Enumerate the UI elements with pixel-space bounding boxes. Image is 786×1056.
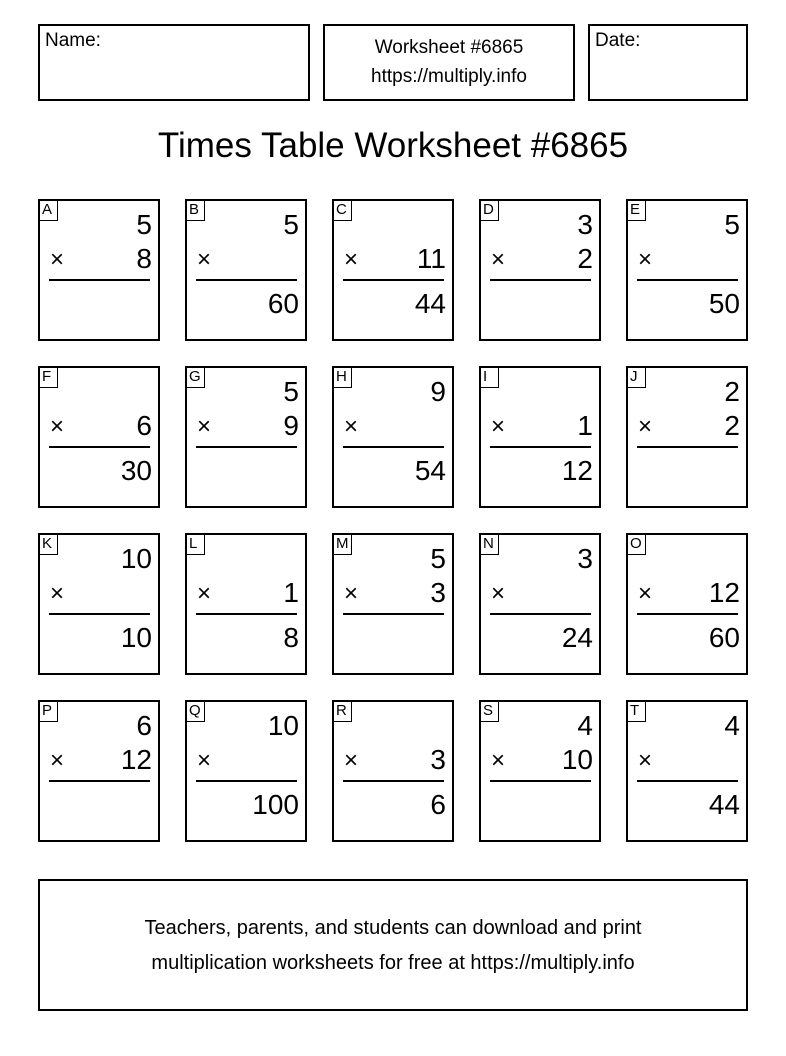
worksheet-url: https://multiply.info <box>371 66 527 87</box>
problem-card[interactable] <box>626 533 748 675</box>
problem-multiplicand: 9 <box>430 376 446 407</box>
problem-multiplier: 12 <box>120 744 152 775</box>
problem-card[interactable] <box>626 700 748 842</box>
problem-card[interactable] <box>332 533 454 675</box>
problem-card[interactable] <box>38 533 160 675</box>
answer-line <box>637 446 738 448</box>
answer-line <box>196 279 297 281</box>
answer-line <box>490 279 591 281</box>
problem-multiplier: 3 <box>430 744 446 775</box>
worksheet-number: Worksheet #6865 <box>374 37 524 58</box>
problem-letter: B <box>185 199 205 221</box>
problem-card[interactable] <box>185 533 307 675</box>
times-symbol: × <box>197 246 212 273</box>
times-symbol: × <box>491 747 506 774</box>
problem-letter: M <box>332 533 352 555</box>
problem-letter: C <box>332 199 352 221</box>
problem-multiplicand: 10 <box>120 543 152 574</box>
problem-card[interactable] <box>185 700 307 842</box>
times-symbol: × <box>491 580 506 607</box>
problem-card[interactable] <box>38 700 160 842</box>
problem-multiplier: 11 <box>416 243 446 274</box>
problem-multiplier: 10 <box>561 744 593 775</box>
problem-letter: S <box>479 700 499 722</box>
answer-line <box>49 780 150 782</box>
answer-line <box>343 613 444 615</box>
problem-multiplicand: 3 <box>577 209 593 240</box>
times-symbol: × <box>50 246 65 273</box>
problem-card[interactable] <box>185 366 307 508</box>
problem-multiplier: 6 <box>136 410 152 441</box>
times-symbol: × <box>344 747 359 774</box>
problem-letter: F <box>38 366 58 388</box>
problem-multiplier: 2 <box>577 243 593 274</box>
page-title: Times Table Worksheet #6865 <box>157 126 629 165</box>
problem-multiplicand: 3 <box>577 543 593 574</box>
answer-line <box>49 446 150 448</box>
footer-box <box>38 879 748 1011</box>
problem-multiplicand: 5 <box>136 209 152 240</box>
answer-line <box>343 446 444 448</box>
problem-multiplier: 3 <box>430 577 446 608</box>
problem-multiplier: 1 <box>577 410 593 441</box>
answer-line <box>490 780 591 782</box>
times-symbol: × <box>344 580 359 607</box>
problem-product: 24 <box>561 622 593 653</box>
answer-line <box>343 780 444 782</box>
answer-line <box>637 279 738 281</box>
answer-line <box>196 613 297 615</box>
problem-letter: D <box>479 199 499 221</box>
problem-card[interactable] <box>479 199 601 341</box>
problem-letter: G <box>185 366 205 388</box>
date-label: Date: <box>595 30 641 51</box>
date-field-box[interactable] <box>588 24 748 101</box>
answer-line <box>343 279 444 281</box>
problem-product: 44 <box>414 288 446 319</box>
problem-card[interactable] <box>332 700 454 842</box>
problem-product: 44 <box>708 789 740 820</box>
times-symbol: × <box>197 580 212 607</box>
problem-multiplicand: 5 <box>283 376 299 407</box>
times-symbol: × <box>344 246 359 273</box>
times-symbol: × <box>491 413 506 440</box>
answer-line <box>49 613 150 615</box>
problem-product: 12 <box>561 455 593 486</box>
times-symbol: × <box>638 580 653 607</box>
problem-letter: L <box>185 533 205 555</box>
problem-letter: P <box>38 700 58 722</box>
answer-line <box>490 446 591 448</box>
problem-card[interactable] <box>332 366 454 508</box>
problem-letter: A <box>38 199 58 221</box>
problem-product: 8 <box>283 622 299 653</box>
problem-product: 6 <box>430 789 446 820</box>
problem-multiplier: 2 <box>724 410 740 441</box>
problem-multiplicand: 5 <box>430 543 446 574</box>
problem-multiplicand: 2 <box>724 376 740 407</box>
problem-multiplier: 1 <box>283 577 299 608</box>
problem-multiplier: 8 <box>136 243 152 274</box>
times-symbol: × <box>638 747 653 774</box>
problem-card[interactable] <box>38 199 160 341</box>
answer-line <box>196 780 297 782</box>
times-symbol: × <box>638 246 653 273</box>
problem-multiplicand: 4 <box>577 710 593 741</box>
problem-product: 60 <box>267 288 299 319</box>
problem-card[interactable] <box>626 199 748 341</box>
answer-line <box>637 780 738 782</box>
problem-letter: J <box>626 366 646 388</box>
problem-product: 54 <box>414 455 446 486</box>
problem-product: 10 <box>120 622 152 653</box>
problem-product: 100 <box>252 789 299 820</box>
name-field-box[interactable] <box>38 24 310 101</box>
problem-letter: Q <box>185 700 205 722</box>
footer-line-1: Teachers, parents, and students can download and print <box>144 917 642 939</box>
times-symbol: × <box>197 747 212 774</box>
answer-line <box>637 613 738 615</box>
problem-card[interactable] <box>185 199 307 341</box>
times-symbol: × <box>50 580 65 607</box>
times-symbol: × <box>491 246 506 273</box>
problem-multiplicand: 4 <box>724 710 740 741</box>
problem-letter: O <box>626 533 646 555</box>
problem-product: 60 <box>708 622 740 653</box>
times-symbol: × <box>50 747 65 774</box>
worksheet-info-box <box>323 24 575 101</box>
problem-card[interactable] <box>626 366 748 508</box>
answer-line <box>196 446 297 448</box>
problem-letter: E <box>626 199 646 221</box>
problem-letter: H <box>332 366 352 388</box>
times-symbol: × <box>638 413 653 440</box>
times-symbol: × <box>344 413 359 440</box>
times-symbol: × <box>197 413 212 440</box>
problem-product: 50 <box>708 288 740 319</box>
problem-letter: I <box>479 366 499 388</box>
problem-multiplicand: 5 <box>283 209 299 240</box>
problem-multiplicand: 10 <box>267 710 299 741</box>
problem-card[interactable] <box>38 366 160 508</box>
problem-card[interactable] <box>332 199 454 341</box>
problem-letter: N <box>479 533 499 555</box>
problem-product: 30 <box>120 455 152 486</box>
problem-multiplicand: 5 <box>724 209 740 240</box>
problem-letter: T <box>626 700 646 722</box>
problem-letter: R <box>332 700 352 722</box>
problem-letter: K <box>38 533 58 555</box>
answer-line <box>49 279 150 281</box>
problem-card[interactable] <box>479 533 601 675</box>
problem-multiplier: 9 <box>283 410 299 441</box>
footer-line-2: multiplication worksheets for free at https://multiply.info <box>151 952 635 974</box>
problem-card[interactable] <box>479 366 601 508</box>
answer-line <box>490 613 591 615</box>
problem-multiplicand: 6 <box>136 710 152 741</box>
times-symbol: × <box>50 413 65 440</box>
problem-card[interactable] <box>479 700 601 842</box>
name-label: Name: <box>45 30 101 51</box>
problem-multiplier: 12 <box>708 577 740 608</box>
